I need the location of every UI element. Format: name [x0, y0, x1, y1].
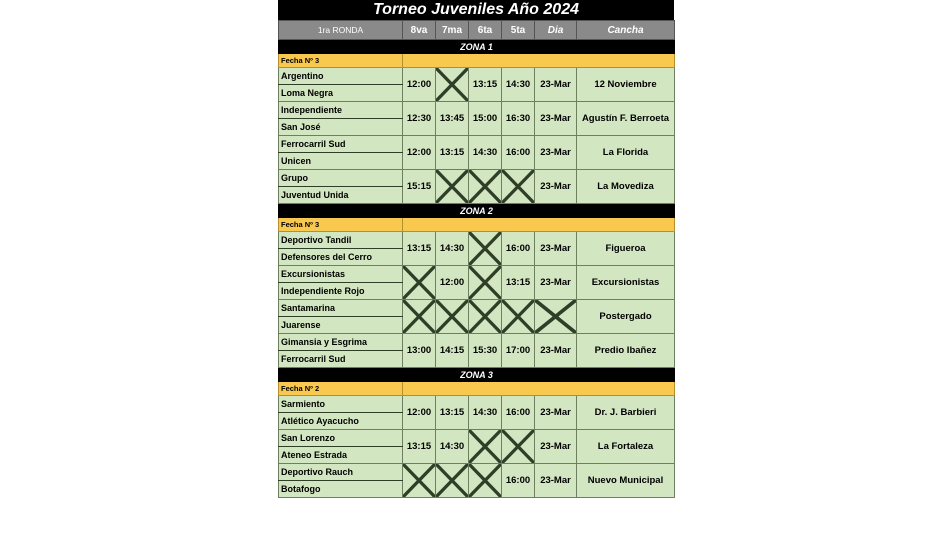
time-t7: 13:45 [436, 102, 469, 136]
time-t7: 14:15 [436, 334, 469, 368]
header-5ta: 5ta [502, 21, 535, 40]
time-t5: 16:00 [502, 396, 535, 430]
match-row [279, 334, 675, 351]
home-team: Ferrocarril Sud [279, 136, 403, 153]
match-row [279, 136, 675, 153]
home-team: Grupo [279, 170, 403, 187]
time-t8: 15:15 [403, 170, 436, 204]
time-t5: 16:30 [502, 102, 535, 136]
match-row [279, 68, 675, 85]
zone-row [279, 40, 675, 54]
away-team: Unicen [279, 153, 403, 170]
time-t6: 14:30 [469, 396, 502, 430]
header-dia: Dia [535, 21, 577, 40]
time-t8: 12:00 [403, 68, 436, 102]
fixture-table [278, 20, 675, 498]
header-8va: 8va [403, 21, 436, 40]
time-t5: 16:00 [502, 464, 535, 498]
match-day: 23-Mar [535, 170, 577, 204]
time-t8: 13:00 [403, 334, 436, 368]
time-t5: 16:00 [502, 136, 535, 170]
time-t6-crossed [469, 170, 502, 204]
time-t7: 13:15 [436, 136, 469, 170]
away-team: Ateneo Estrada [279, 447, 403, 464]
time-t5-crossed [502, 300, 535, 334]
time-t6-crossed [469, 464, 502, 498]
header-7ma: 7ma [436, 21, 469, 40]
time-t8-crossed [403, 300, 436, 334]
match-day: 23-Mar [535, 232, 577, 266]
match-row [279, 396, 675, 413]
home-team: Deportivo Rauch [279, 464, 403, 481]
time-t6-crossed [469, 266, 502, 300]
match-row [279, 266, 675, 283]
sheet-title: Torneo Juveniles Año 2024 [278, 0, 674, 20]
away-team: San José [279, 119, 403, 136]
match-venue: Dr. J. Barbieri [577, 396, 675, 430]
away-team: Atlético Ayacucho [279, 413, 403, 430]
home-team: San Lorenzo [279, 430, 403, 447]
match-venue: Figueroa [577, 232, 675, 266]
time-t6-crossed [469, 430, 502, 464]
time-t5: 17:00 [502, 334, 535, 368]
match-day: 23-Mar [535, 266, 577, 300]
match-venue: Predio Ibañez [577, 334, 675, 368]
home-team: Sarmiento [279, 396, 403, 413]
time-t6-crossed [469, 232, 502, 266]
match-row [279, 430, 675, 447]
time-t6: 15:30 [469, 334, 502, 368]
header-cancha: Cancha [577, 21, 675, 40]
zone-title: ZONA 1 [279, 40, 675, 54]
fecha-label: Fecha Nº 3 [279, 218, 403, 232]
time-t7-crossed [436, 464, 469, 498]
match-day: 23-Mar [535, 396, 577, 430]
zone-row [279, 204, 675, 218]
away-team: Juventud Unida [279, 187, 403, 204]
match-row [279, 300, 675, 317]
fecha-row [279, 218, 675, 232]
match-row [279, 232, 675, 249]
time-t8: 12:00 [403, 136, 436, 170]
time-t6: 13:15 [469, 68, 502, 102]
zone-row [279, 368, 675, 382]
time-t7-crossed [436, 300, 469, 334]
header-6ta: 6ta [469, 21, 502, 40]
fecha-label: Fecha Nº 2 [279, 382, 403, 396]
away-team: Defensores del Cerro [279, 249, 403, 266]
fecha-label: Fecha Nº 3 [279, 54, 403, 68]
away-team: Loma Negra [279, 85, 403, 102]
match-row [279, 102, 675, 119]
match-venue: La Movediza [577, 170, 675, 204]
match-day: 23-Mar [535, 464, 577, 498]
fecha-spacer [403, 54, 675, 68]
time-t8-crossed [403, 464, 436, 498]
home-team: Santamarina [279, 300, 403, 317]
time-t5-crossed [502, 430, 535, 464]
zone-title: ZONA 2 [279, 204, 675, 218]
match-day: 23-Mar [535, 68, 577, 102]
fecha-spacer [403, 382, 675, 396]
time-t7-crossed [436, 170, 469, 204]
fixture-body [279, 21, 675, 498]
match-day: 23-Mar [535, 136, 577, 170]
match-venue: Excursionistas [577, 266, 675, 300]
match-venue: Postergado [577, 300, 675, 334]
time-t5: 16:00 [502, 232, 535, 266]
fixture-sheet [278, 0, 674, 498]
time-t7: 14:30 [436, 232, 469, 266]
time-t7: 12:00 [436, 266, 469, 300]
time-t7: 13:15 [436, 396, 469, 430]
fecha-row [279, 382, 675, 396]
time-t6: 14:30 [469, 136, 502, 170]
home-team: Argentino [279, 68, 403, 85]
home-team: Gimansia y Esgrima [279, 334, 403, 351]
match-venue: Nuevo Municipal [577, 464, 675, 498]
header-ronda: 1ra RONDA [279, 21, 403, 40]
match-row [279, 170, 675, 187]
match-venue: Agustín F. Berroeta [577, 102, 675, 136]
away-team: Ferrocarril Sud [279, 351, 403, 368]
away-team: Independiente Rojo [279, 283, 403, 300]
away-team: Juarense [279, 317, 403, 334]
match-day-crossed [535, 300, 577, 334]
time-t6-crossed [469, 300, 502, 334]
match-venue: La Fortaleza [577, 430, 675, 464]
time-t8-crossed [403, 266, 436, 300]
header-row [279, 21, 675, 40]
match-day: 23-Mar [535, 102, 577, 136]
zone-title: ZONA 3 [279, 368, 675, 382]
match-day: 23-Mar [535, 334, 577, 368]
away-team: Botafogo [279, 481, 403, 498]
time-t8: 12:30 [403, 102, 436, 136]
time-t8: 12:00 [403, 396, 436, 430]
time-t7: 14:30 [436, 430, 469, 464]
match-venue: La Florida [577, 136, 675, 170]
time-t5: 13:15 [502, 266, 535, 300]
match-venue: 12 Noviembre [577, 68, 675, 102]
time-t5-crossed [502, 170, 535, 204]
fecha-row [279, 54, 675, 68]
time-t6: 15:00 [469, 102, 502, 136]
match-day: 23-Mar [535, 430, 577, 464]
time-t5: 14:30 [502, 68, 535, 102]
time-t7-crossed [436, 68, 469, 102]
home-team: Excursionistas [279, 266, 403, 283]
home-team: Independiente [279, 102, 403, 119]
home-team: Deportivo Tandil [279, 232, 403, 249]
fecha-spacer [403, 218, 675, 232]
match-row [279, 464, 675, 481]
time-t8: 13:15 [403, 430, 436, 464]
time-t8: 13:15 [403, 232, 436, 266]
